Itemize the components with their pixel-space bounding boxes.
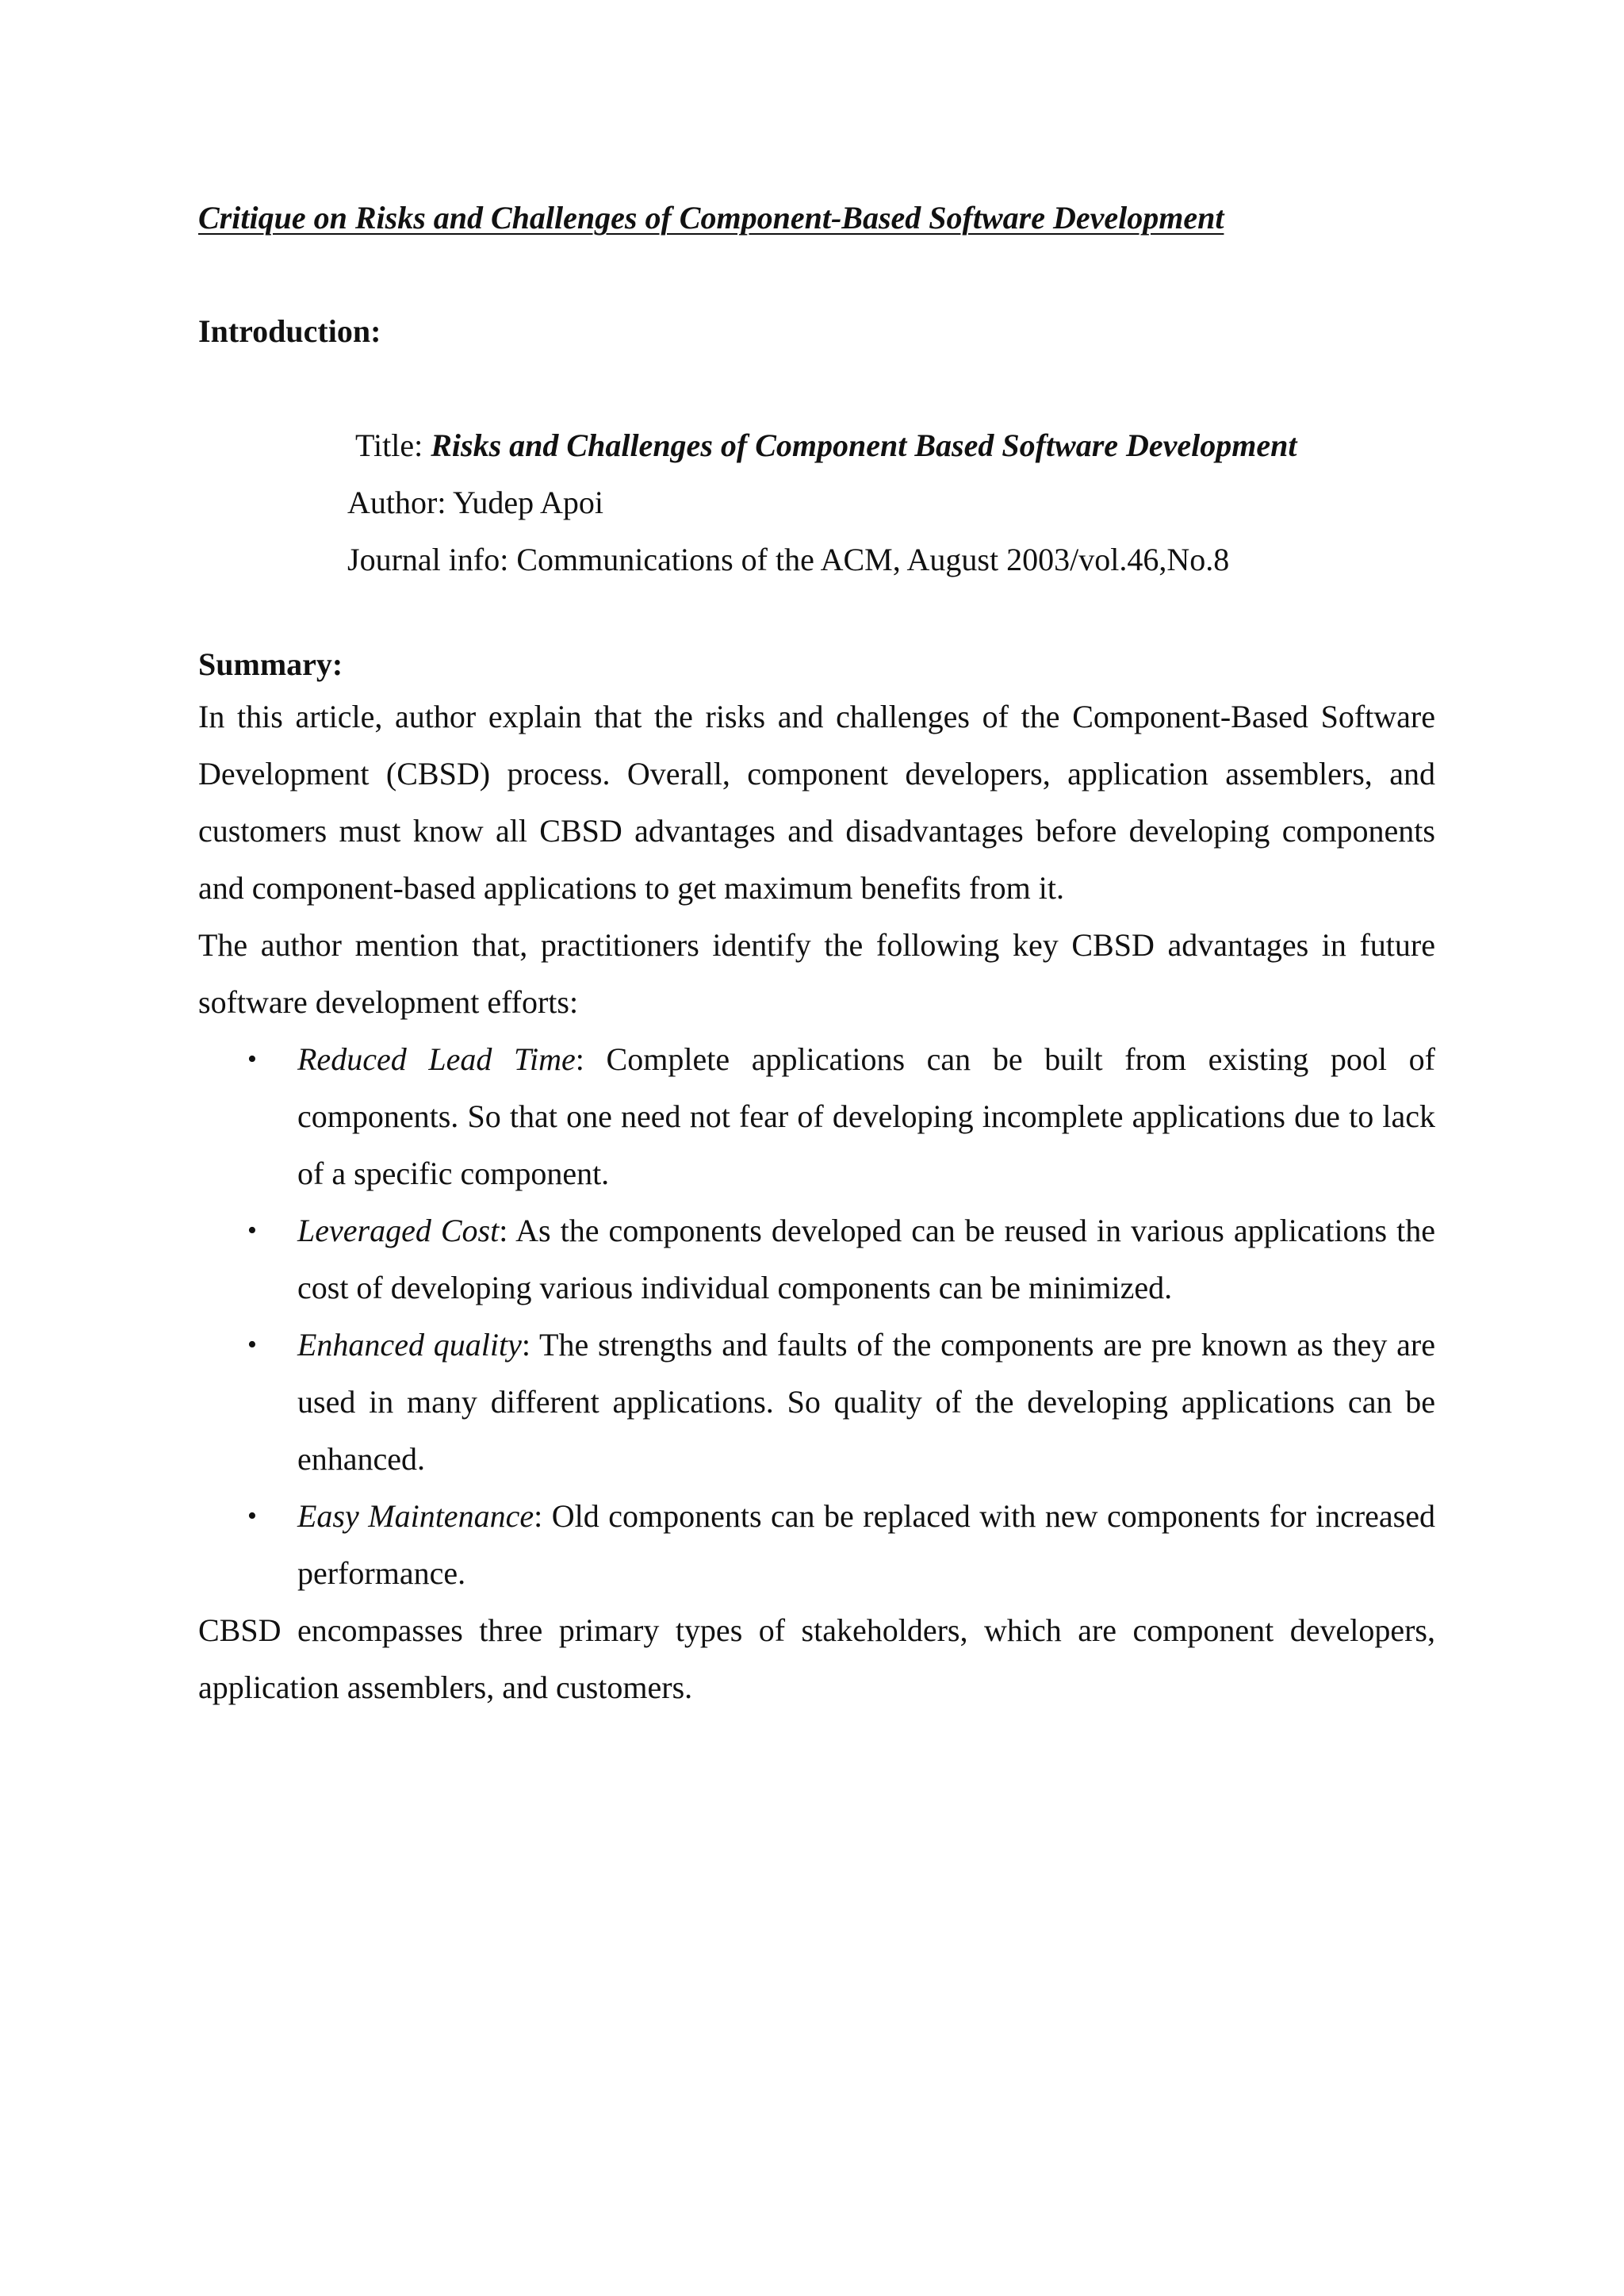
bullet-icon: • — [247, 1330, 257, 1359]
list-item — [198, 1031, 1435, 1202]
list-item — [198, 1202, 1435, 1317]
document-page — [198, 194, 1435, 1716]
article-title-line — [347, 417, 1435, 474]
advantage-text: : Complete applications can be built from existing pool of components. So that one need not fear of developing incomplete applications due to lack of a specific component. — [297, 1041, 1435, 1191]
bullet-icon: • — [247, 1216, 257, 1245]
summary-paragraph-3: CBSD encompasses three primary types of stakeholders, which are component developers, application assemblers, and customers. — [198, 1612, 1435, 1705]
summary-paragraph-2: The author mention that, practitioners identify the following key CBSD advantages in future software development efforts: — [198, 927, 1435, 1020]
bullet-icon: • — [247, 1501, 257, 1531]
author-line — [347, 474, 1435, 531]
summary-paragraph-1: In this article, author explain that the risks and challenges of the Component-Based Software Development (CBSD) process. Overall, component developers, application assemblers, and customers must know all CBSD advantages and disadvantages before developing components and component-based applications to get maximum benefits from it. — [198, 699, 1435, 906]
article-title-label: Title: — [355, 427, 431, 463]
author-value: Yudep Apoi — [452, 485, 603, 520]
journal-value: Communications of the ACM, August 2003/vol.46,No.8 — [516, 542, 1230, 577]
list-item — [198, 1488, 1435, 1602]
advantage-term: Leveraged Cost — [297, 1213, 500, 1248]
bullet-icon: • — [247, 1045, 257, 1074]
article-info — [347, 417, 1435, 588]
advantage-text: : Old components can be replaced with new components for increased performance. — [297, 1498, 1435, 1591]
summary-heading: Summary: — [198, 646, 343, 682]
advantage-text: : The strengths and faults of the components are pre known as they are used in many different applications. So quality of the developing applications can be enhanced. — [297, 1327, 1435, 1477]
list-item — [198, 1317, 1435, 1488]
document-title: Critique on Risks and Challenges of Component-Based Software Development — [198, 200, 1224, 236]
advantage-term: Easy Maintenance — [297, 1498, 534, 1534]
introduction-heading: Introduction: — [198, 313, 381, 349]
author-label: Author: — [347, 485, 453, 520]
article-title-value: Risks and Challenges of Component Based Software Development — [431, 427, 1297, 463]
journal-label: Journal info: — [347, 542, 517, 577]
journal-line — [347, 531, 1435, 588]
advantage-text: : As the components developed can be reused in various applications the cost of developing various individual components can be minimized. — [297, 1213, 1436, 1305]
advantages-list — [198, 1031, 1435, 1602]
advantage-term: Enhanced quality — [297, 1327, 522, 1363]
advantage-term: Reduced Lead Time — [297, 1041, 576, 1077]
